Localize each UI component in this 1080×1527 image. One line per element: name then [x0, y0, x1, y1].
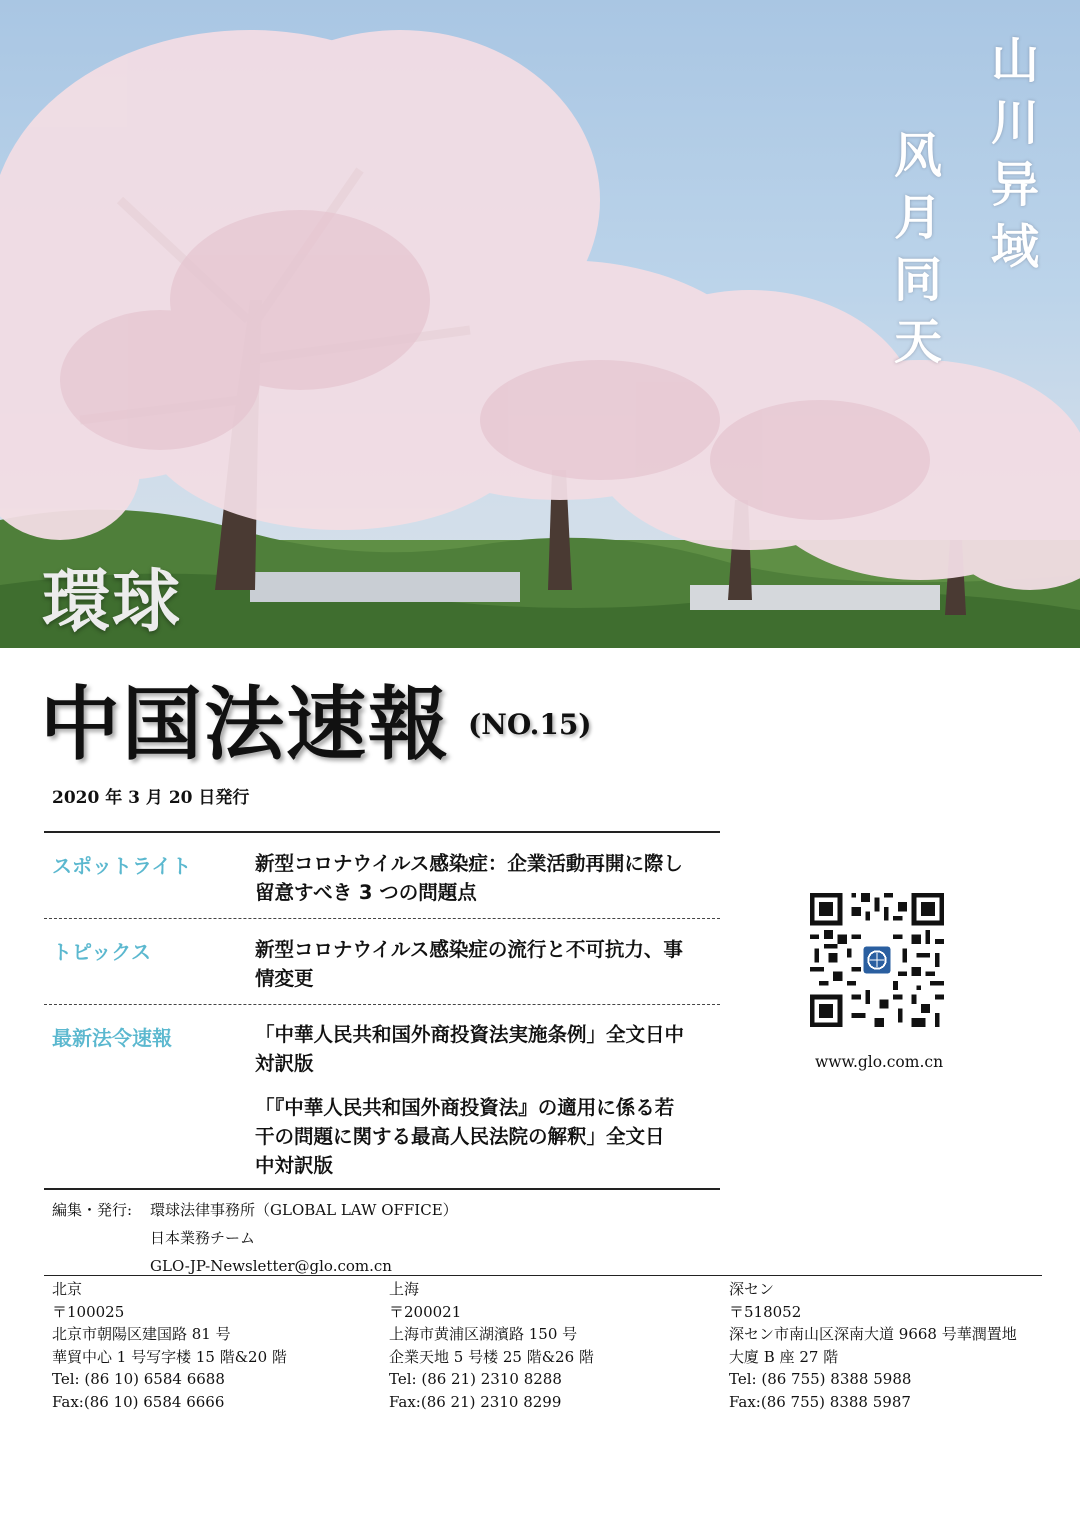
poem-column-2: 风 月 同 天: [893, 128, 942, 370]
cover-photo: [0, 0, 1080, 648]
website-url[interactable]: www.glo.com.cn: [815, 1053, 944, 1071]
office-city: 上海: [389, 1280, 420, 1298]
section-item-topics[interactable]: 新型コロナウイルス感染症の流行と不可抗力、事 情変更: [255, 938, 683, 990]
divider: [44, 1275, 1042, 1276]
office-address-line2: 華貿中心 1 号写字楼 15 階&20 階: [52, 1347, 287, 1366]
office-city: 北京: [52, 1280, 83, 1298]
office-tel: Tel: (86 755) 8388 5988: [729, 1370, 912, 1388]
firm-name: 環球法律事務所（GLOBAL LAW OFFICE）: [150, 1201, 458, 1219]
office-zip: 〒518052: [729, 1302, 802, 1321]
qr-code-icon[interactable]: [810, 893, 944, 1027]
editor-block: [52, 1196, 458, 1280]
office-fax: Fax:(86 755) 8388 5987: [729, 1392, 911, 1411]
office-city: 深セン: [729, 1280, 775, 1298]
office-address-line1: 深セン市南山区深南大道 9668 号華潤置地: [729, 1325, 1017, 1343]
section-item-latest-law-1[interactable]: 「中華人民共和国外商投資法実施条例」全文日中 対訳版: [255, 1023, 685, 1075]
office-tel: Tel: (86 10) 6584 6688: [52, 1370, 225, 1388]
brand-logo-text: 環球: [42, 563, 183, 642]
team-name: 日本業務チーム: [150, 1229, 256, 1247]
office-zip: 〒200021: [389, 1302, 462, 1321]
poem-column-1: 山 川 异 域: [990, 33, 1039, 275]
section-label-latest-laws: 最新法令速報: [52, 1026, 172, 1050]
office-shenzhen: [729, 1278, 1017, 1413]
divider: [44, 1188, 720, 1190]
section-item-spotlight[interactable]: 新型コロナウイルス感染症：企業活動再開に際し 留意すべき 3 つの問題点: [255, 852, 683, 904]
office-address-line2: 大廈 B 座 27 階: [729, 1347, 839, 1366]
office-shanghai: [389, 1278, 594, 1413]
office-beijing: [52, 1278, 287, 1413]
office-address-line1: 北京市朝陽区建国路 81 号: [52, 1325, 231, 1343]
office-tel: Tel: (86 21) 2310 8288: [389, 1370, 562, 1388]
newsletter-title: 中国法速報: [40, 678, 450, 771]
section-label-spotlight: スポットライト: [52, 854, 192, 878]
office-zip: 〒100025: [52, 1302, 125, 1321]
section-label-topics: トピックス: [52, 940, 151, 964]
divider: [44, 831, 720, 833]
office-fax: Fax:(86 21) 2310 8299: [389, 1392, 562, 1411]
issue-number: (NO.15): [468, 708, 592, 741]
office-address-line2: 企業天地 5 号楼 25 階&26 階: [389, 1347, 594, 1366]
contact-email[interactable]: GLO-JP-Newsletter@glo.com.cn: [150, 1257, 392, 1275]
office-address-line1: 上海市黄浦区湖濱路 150 号: [389, 1325, 578, 1343]
office-fax: Fax:(86 10) 6584 6666: [52, 1392, 225, 1411]
publish-date: 2020 年 3 月 20 日発行: [52, 788, 250, 808]
divider: [44, 918, 720, 919]
divider: [44, 1004, 720, 1005]
section-item-latest-law-2[interactable]: 「『中華人民共和国外商投資法』の適用に係る若 干の問題に関する最高人民法院の解釈」全文日 中対訳版: [255, 1096, 675, 1177]
editor-label: 編集・発行:: [52, 1201, 133, 1219]
